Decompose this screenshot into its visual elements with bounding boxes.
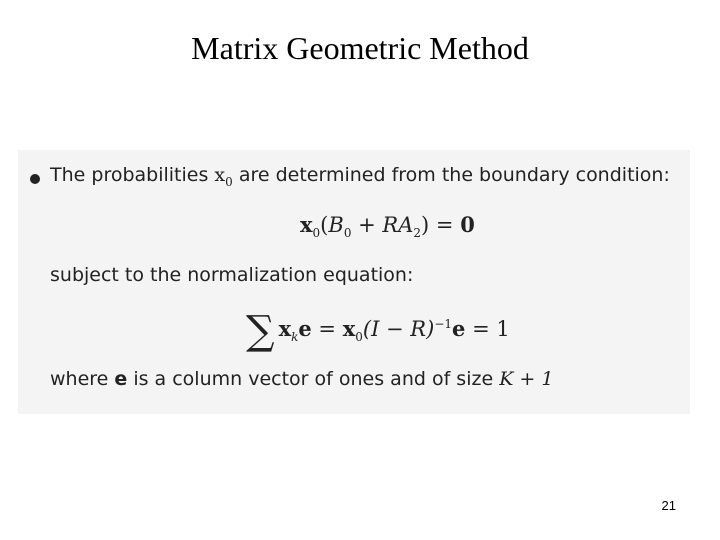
slide-title: Matrix Geometric Method: [191, 30, 529, 66]
line1-var: $x_0$: [214, 164, 233, 189]
sum-icon: ∑: [246, 308, 275, 354]
bullet-icon: [30, 174, 40, 184]
boundary-equation: $x_0(B_0 + RA_2) = 0$: [300, 212, 475, 241]
vector-description-text: where e is a column vector of ones and of size K + 1: [50, 368, 554, 390]
normalization-text: subject to the normalization equation:: [50, 264, 414, 286]
normalization-equation: ∑ $x_ke = x_0(I - R)^{-1}e = 1$: [246, 308, 510, 354]
line1-text-after: are determined from the boundary condition:: [232, 164, 670, 186]
line1-text-before: The probabilities: [50, 164, 215, 186]
boundary-condition-text: [50, 164, 670, 189]
content-box: [18, 150, 690, 414]
page-number: 21: [661, 498, 676, 513]
